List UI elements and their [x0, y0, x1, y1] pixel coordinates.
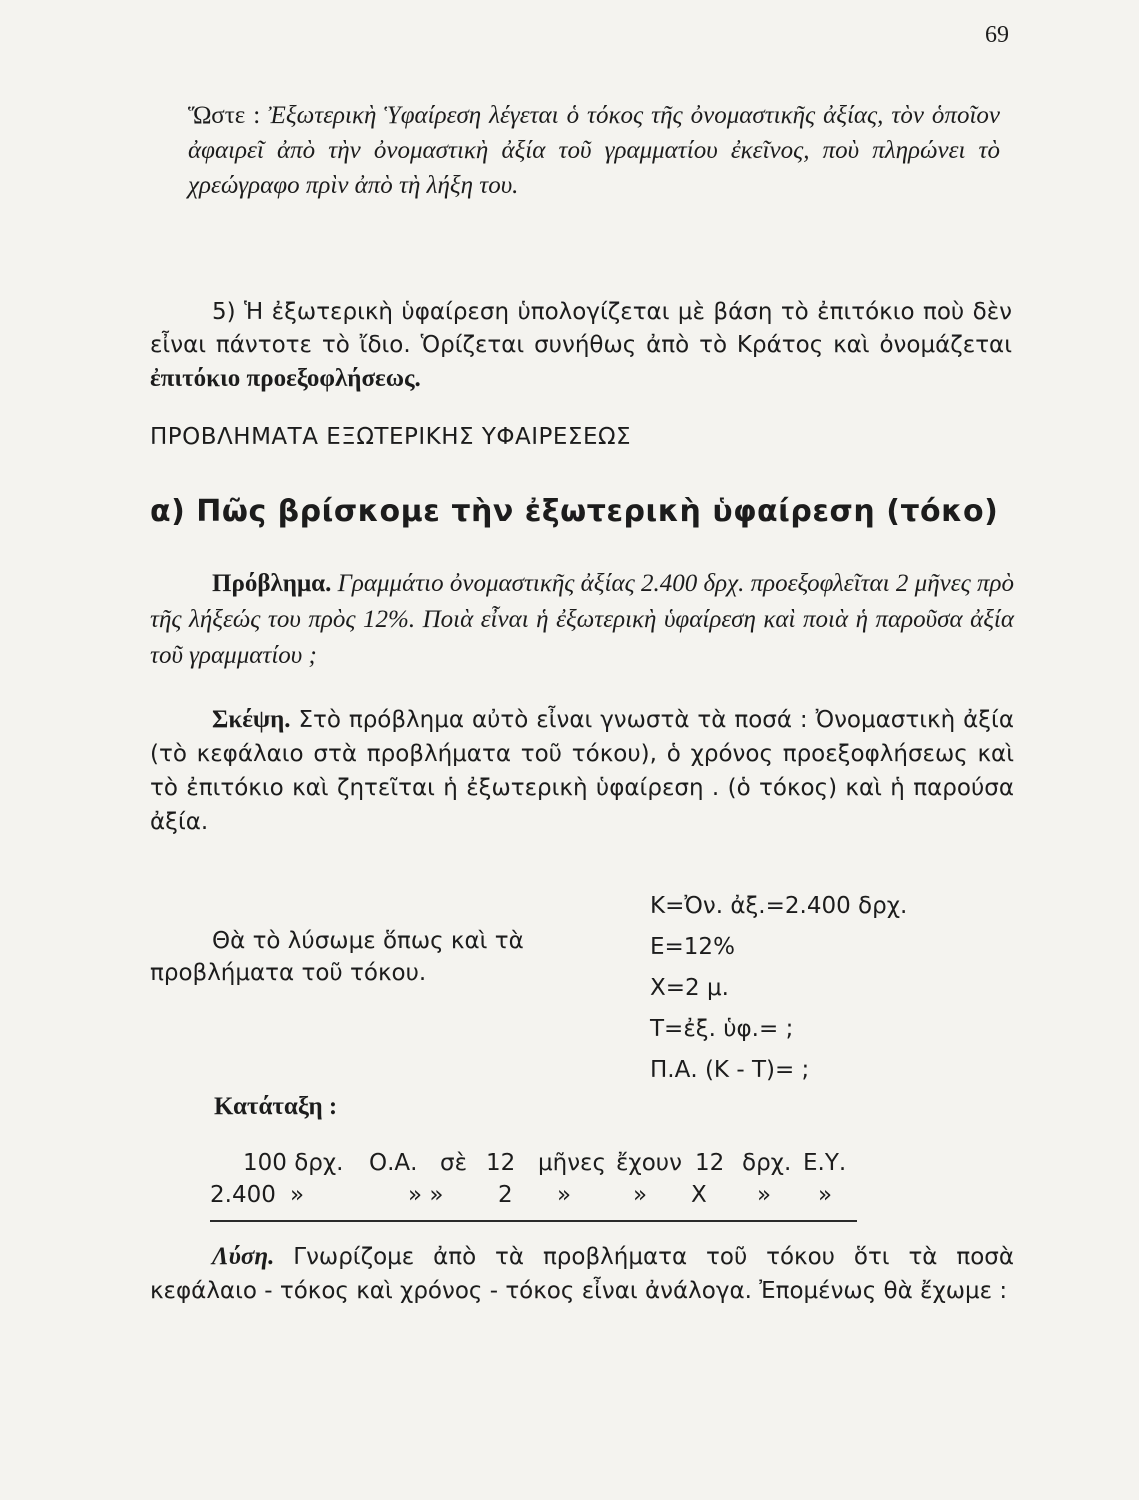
note-text: Ἐξωτερικὴ Ὑφαίρεση λέγεται ὁ τόκος τῆς ὀνομαστικῆς ἀξίας, τὸν ὁποῖον ἀφαιρεῖ ἀπὸ τὴν ὀνομαστικὴ ἀξία τοῦ γραμματίου ἐκεῖνος, ποὺ πληρώνει τὸ χρεώγραφο πρὶν ἀπὸ τὴ λήξη του. [188, 102, 1000, 199]
givens-list [650, 886, 907, 1091]
row1-amount: 100 δρχ. [243, 1150, 344, 1176]
arrangement-rule [210, 1220, 857, 1222]
arrangement-row-2 [0, 1182, 1139, 1216]
given-capital: Κ=Ὀν. ἀξ.=2.400 δρχ. [650, 893, 908, 919]
row2-amount: 2.400 [210, 1182, 276, 1208]
row1-have: ἔχουν [616, 1150, 682, 1176]
paragraph-5 [150, 296, 1012, 396]
row1-oa: Ο.Α. [369, 1150, 418, 1176]
solution-label: Λύση. [212, 1243, 275, 1270]
row1-ey: Ε.Υ. [803, 1150, 847, 1176]
row2-ditto-4: » [633, 1182, 648, 1208]
row2-ditto-5: » [757, 1182, 772, 1208]
row2-interest: Χ [691, 1182, 707, 1208]
row1-unit: μῆνες [538, 1150, 606, 1176]
thought-text: Στὸ πρόβλημα αὐτὸ εἶναι γνωστὰ τὰ ποσά : Ὀνομαστικὴ ἀξία (τὸ κεφάλαιο στὰ προβλήματα τοῦ τόκου), ὁ χρόνος προεξοφλήσεως καὶ τὸ ἐπιτόκιο καὶ ζητεῖται ἡ ἐξωτερικὴ ὑφαίρεση . (ὁ τόκος) καὶ ἡ παρούσα ἀξία. [150, 707, 1014, 835]
page-number: 69 [985, 22, 1009, 48]
note-lead: Ὥστε : [188, 102, 261, 129]
row2-time: 2 [498, 1182, 513, 1208]
paragraph-5-text: 5) Ἡ ἐξωτερικὴ ὑφαίρεση ὑπολογίζεται μὲ βάση τὸ ἐπιτόκιο ποὺ δὲν εἶναι πάντοτε τὸ ἴδιο. Ὁρίζεται συνήθως ἀπὸ τὸ Κράτος καὶ ὀνομάζεται [150, 299, 1012, 358]
given-time: Χ=2 μ. [650, 975, 729, 1001]
problem-text: Γραμμάτιο ὀνομαστικῆς ἀξίας 2.400 δρχ. προεξοφλεῖται 2 μῆνες πρὸ τῆς λήξεώς του πρὸς 12%. Ποιὰ εἶναι ἡ ἐξωτερικὴ ὑφαίρεση καὶ ποιὰ ἡ παροῦσα ἀξία τοῦ γραμματίου ; [150, 570, 1015, 669]
section-heading: ΠΡΟΒΛΗΜΑΤΑ ΕΞΩΤΕΡΙΚΗΣ ΥΦΑΙΡΕΣΕΩΣ [150, 424, 632, 450]
definition-note [188, 98, 1000, 203]
row2-ditto-3: » [557, 1182, 572, 1208]
solve-intro: Θὰ τὸ λύσωμε ὅπως καὶ τὰ προβλήματα τοῦ τόκου. [150, 928, 524, 986]
given-present-value: Π.Α. (Κ - Τ)= ; [650, 1057, 810, 1083]
paragraph-5-term: ἐπιτόκιο προεξοφλήσεως. [150, 365, 421, 392]
row2-ditto-1: » [290, 1182, 305, 1208]
thought-label: Σκέψη. [212, 706, 291, 733]
row2-ditto-6: » [818, 1182, 833, 1208]
problem-paragraph [150, 566, 1014, 674]
row1-se: σὲ [440, 1150, 468, 1176]
row1-ccy: δρχ. [742, 1150, 792, 1176]
arrangement-row-1 [0, 1150, 1139, 1184]
thought-paragraph [150, 703, 1014, 839]
row1-time: 12 [486, 1150, 516, 1176]
arrangement-label: Κατάταξη : [214, 1093, 338, 1120]
row2-ditto-2: » » [408, 1182, 444, 1208]
problem-label: Πρόβλημα. [212, 570, 332, 597]
solution-text: Γνωρίζομε ἀπὸ τὰ προβλήματα τοῦ τόκου ὅτι τὰ ποσὰ κεφάλαιο - τόκος καὶ χρόνος - τόκος εἶναι ἀνάλογα. Ἐπομένως θὰ ἔχωμε : [150, 1244, 1015, 1304]
given-rate: Ε=12% [650, 934, 735, 960]
solution-paragraph [150, 1240, 1014, 1308]
sub-heading: α) Πῶς βρίσκομε τὴν ἐξωτερικὴ ὑφαίρεση (τόκο) [150, 494, 999, 529]
row1-interest: 12 [695, 1150, 725, 1176]
given-discount: Τ=ἐξ. ὑφ.= ; [650, 1016, 794, 1042]
